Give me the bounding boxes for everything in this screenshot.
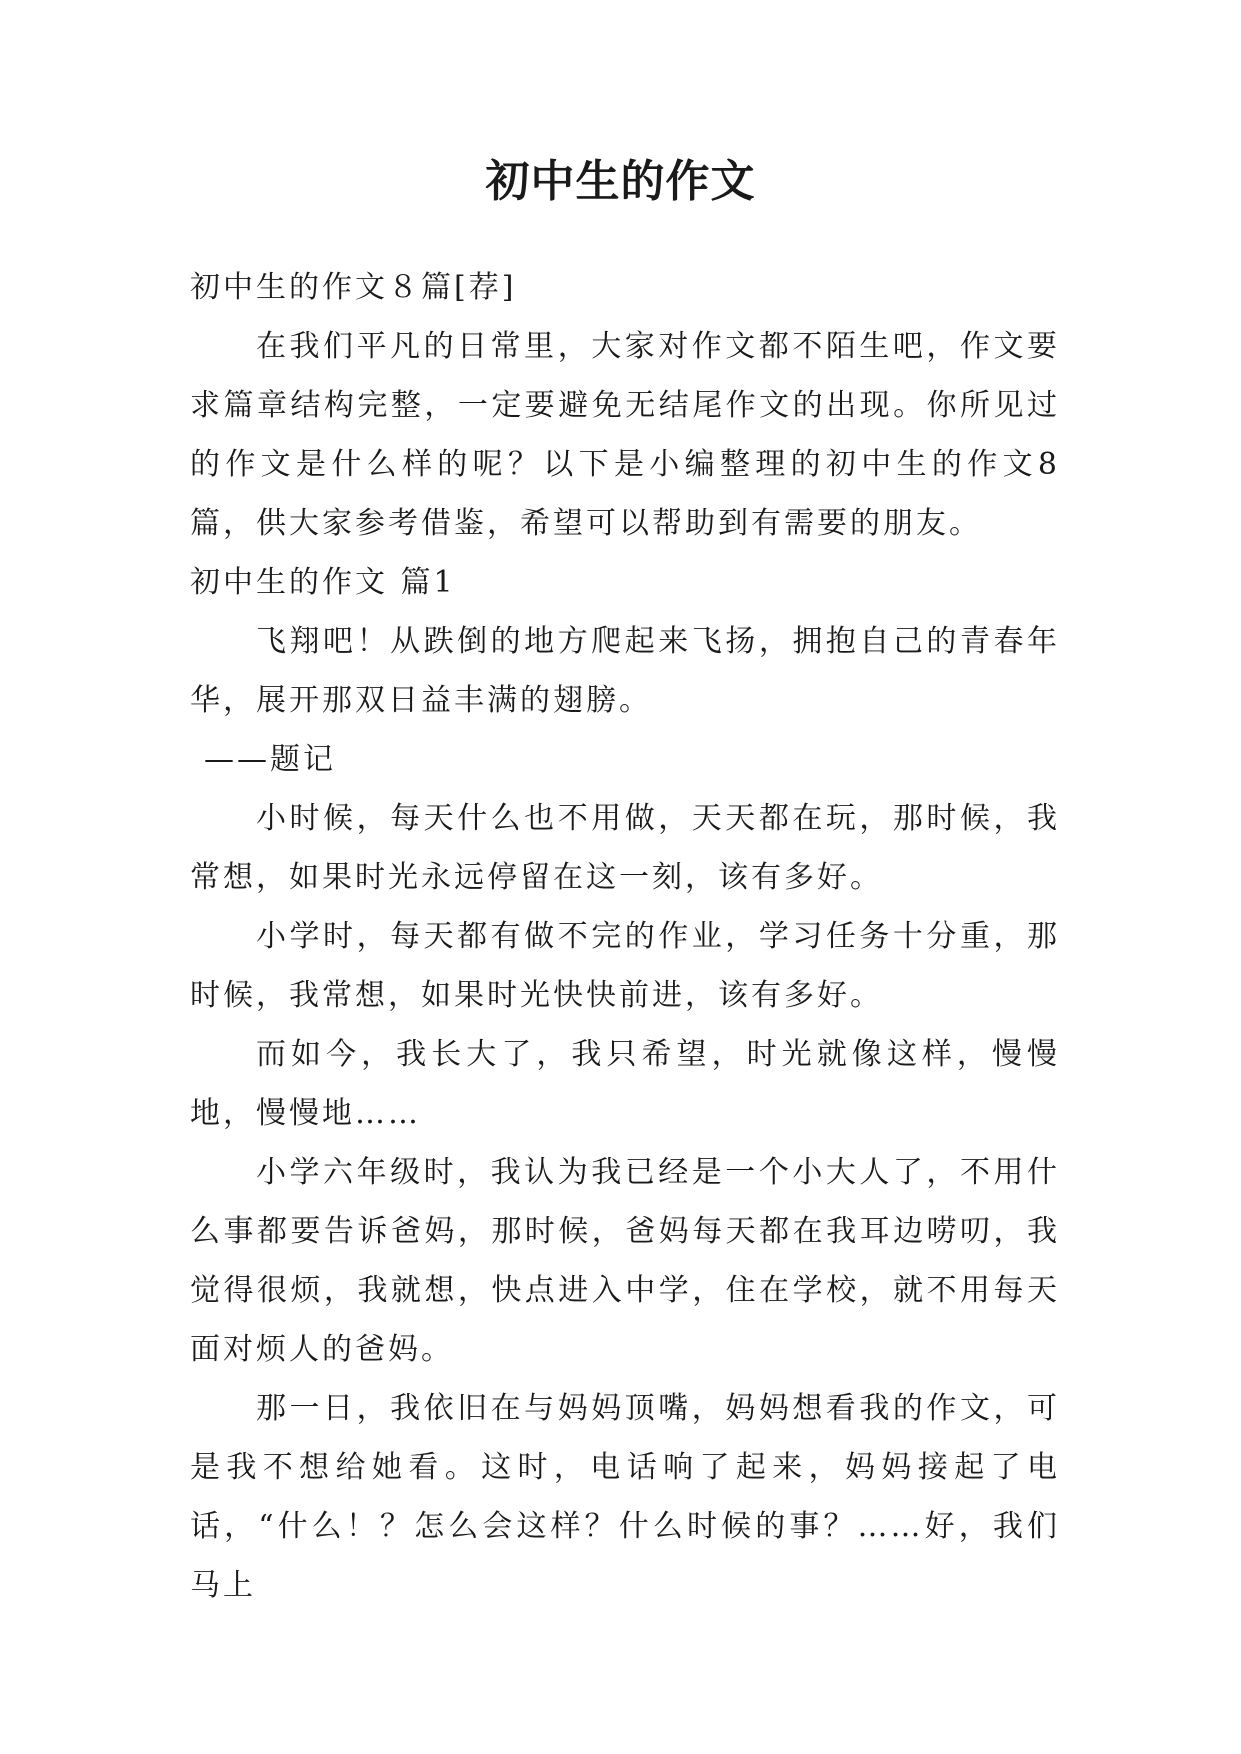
body-paragraph: 那一日，我依旧在与妈妈顶嘴，妈妈想看我的作文，可是我不想给她看。这时，电话响了起来，妈妈接起了电话，“什么！？怎么会这样？什么时候的事？……好，我们马上 [190,1391,1060,1603]
body-paragraph: 小时候，每天什么也不用做，天天都在玩，那时候，我常想，如果时光永远停留在这一刻，该有多好。 [190,801,1060,895]
body-paragraph: 而如今，我长大了，我只希望，时光就像这样，慢慢地，慢慢地…… [190,1037,1060,1131]
section-heading: 初中生的作文 篇1 [190,565,456,600]
document-body [190,258,1060,1615]
article-heading: 初中生的作文８篇[荐] [190,270,517,305]
body-paragraph: 小学时，每天都有做不完的作业，学习任务十分重，那时候，我常想，如果时光快快前进，该有多好。 [190,919,1060,1013]
epigraph: 飞翔吧！从跌倒的地方爬起来飞扬，拥抱自己的青春年华，展开那双日益丰满的翅膀。 [190,624,1060,718]
document-title: 初中生的作文 [485,156,756,207]
body-paragraph: 小学六年级时，我认为我已经是一个小大人了，不用什么事都要告诉爸妈，那时候，爸妈每天都在我耳边唠叨，我觉得很烦，我就想，快点进入中学，住在学校，就不用每天面对烦人的爸妈。 [190,1155,1060,1367]
intro-paragraph: 在我们平凡的日常里，大家对作文都不陌生吧，作文要求篇章结构完整，一定要避免无结尾作文的出现。你所见过的作文是什么样的呢？以下是小编整理的初中生的作文8篇，供大家参考借鉴，希望可以帮助到有需要的朋友。 [190,329,1060,541]
epigraph-attribution: ——题记 [204,742,336,777]
